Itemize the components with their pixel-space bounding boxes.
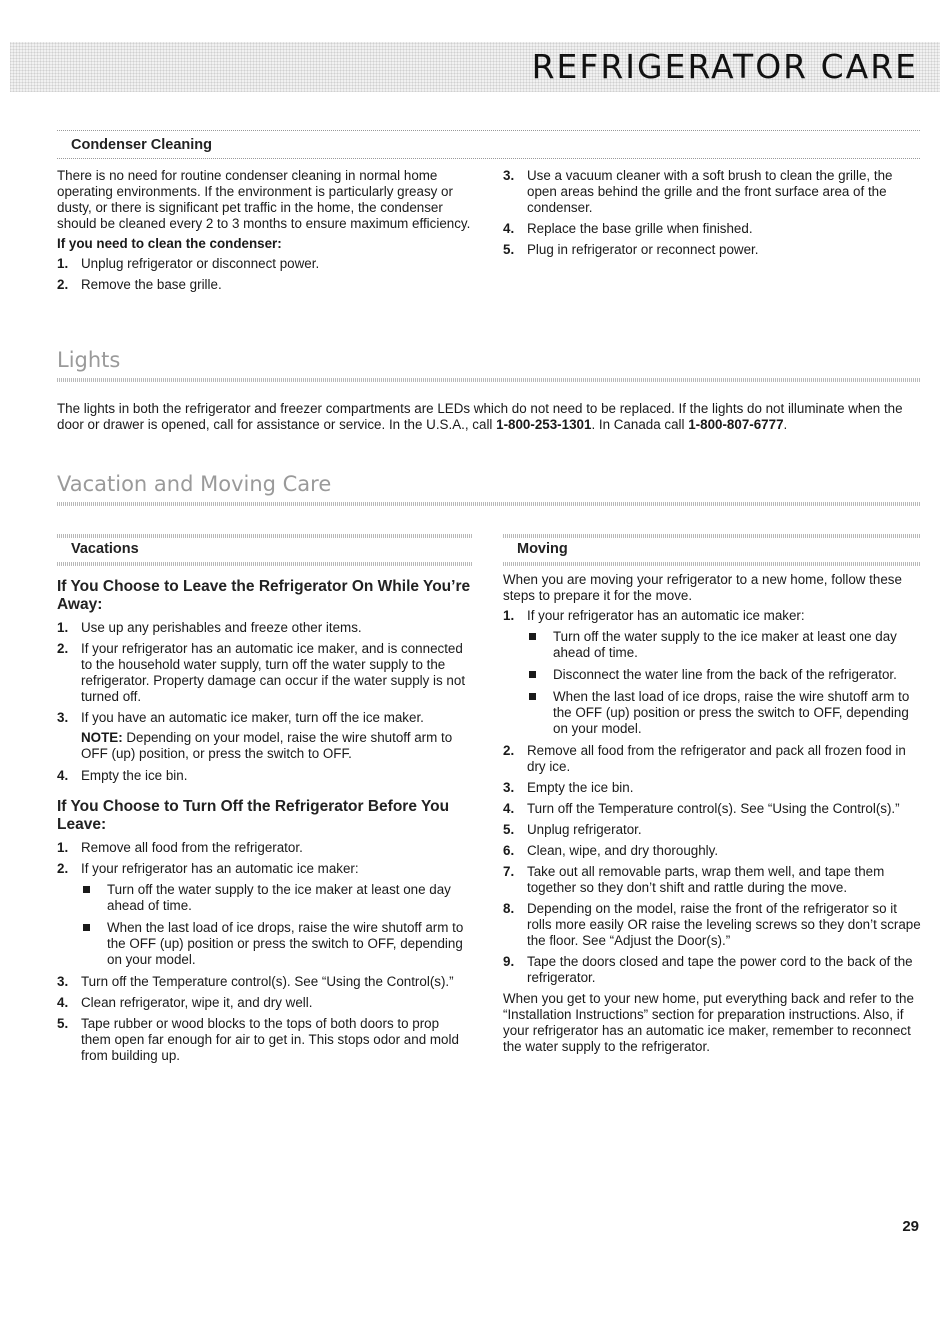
- list-item: 6. Clean, wipe, and dry thoroughly.: [503, 843, 719, 858]
- bullet-square-icon: [83, 886, 90, 893]
- condenser-right-column: [503, 168, 921, 263]
- bullet-square-icon: [529, 671, 536, 678]
- bullet-square-icon: [529, 633, 536, 640]
- list-item: 2. Remove the base grille.: [57, 277, 222, 292]
- vacation-rule: [57, 502, 920, 506]
- bullet-item: Disconnect the water line from the back of the refrigerator.: [503, 667, 921, 683]
- page-number: 29: [902, 1218, 919, 1235]
- list-item: 1. If your refrigerator has an automatic ice maker:: [503, 608, 805, 623]
- condenser-heading: Condenser Cleaning: [71, 137, 212, 153]
- lights-heading: Lights: [57, 348, 121, 372]
- condenser-bottom-rule: [57, 158, 920, 159]
- lights-rule: [57, 378, 920, 382]
- page-banner: [10, 42, 940, 92]
- phone-us: 1-800-253-1301: [496, 417, 592, 432]
- list-item: 5. Tape rubber or wood blocks to the tops of both doors to prop them open far enough for air to get in. This stops odor and mold from building up.: [57, 1016, 459, 1063]
- list-item: 3. Use a vacuum cleaner with a soft brush to clean the grille, the open areas behind the grille and the front surface area of the condenser.: [503, 168, 893, 215]
- moving-top-rule: [503, 534, 921, 538]
- bullet-square-icon: [83, 924, 90, 931]
- list-item: 2. If your refrigerator has an automatic ice maker:: [57, 861, 359, 876]
- bullet-square-icon: [529, 693, 536, 700]
- list-item: 2. Remove all food from the refrigerator and pack all frozen food in dry ice.: [503, 743, 906, 774]
- moving-heading: Moving: [517, 541, 568, 557]
- bullet-item: When the last load of ice drops, raise the wire shutoff arm to the OFF (up) position or press the switch to OFF, depending on your model.: [503, 689, 921, 737]
- list-item: 9. Tape the doors closed and tape the power cord to the back of the refrigerator.: [503, 954, 913, 985]
- list-item: 3. If you have an automatic ice maker, turn off the ice maker.: [57, 710, 424, 725]
- list-item: 4. Clean refrigerator, wipe it, and dry well.: [57, 995, 313, 1010]
- leave-on-heading: If You Choose to Leave the Refrigerator On While You’re Away:: [57, 578, 471, 613]
- phone-canada: 1-800-807-6777: [688, 417, 784, 432]
- condenser-top-rule: [57, 130, 920, 131]
- turn-off-heading: If You Choose to Turn Off the Refrigerator Before You Leave:: [57, 798, 450, 833]
- condenser-left-column: [57, 168, 472, 298]
- list-item: 5. Plug in refrigerator or reconnect power.: [503, 242, 759, 257]
- vacations-heading: Vacations: [71, 541, 139, 557]
- vacation-heading: Vacation and Moving Care: [57, 472, 332, 496]
- vacations-bottom-rule: [57, 562, 472, 566]
- list-item: 1. Use up any perishables and freeze other items.: [57, 620, 362, 635]
- list-item: 4. Turn off the Temperature control(s). See “Using the Control(s).”: [503, 801, 900, 816]
- bullet-item: Turn off the water supply to the ice maker at least one day ahead of time.: [57, 882, 472, 914]
- list-item: 1. Unplug refrigerator or disconnect power.: [57, 256, 320, 271]
- list-item: 8. Depending on the model, raise the front of the refrigerator so it rolls more easily OR raise the leveling screws so they don’t scrape the floor. See “Adjust the Door(s).”: [503, 901, 921, 948]
- list-item: 4. Replace the base grille when finished.: [503, 221, 753, 236]
- moving-bottom-rule: [503, 562, 921, 566]
- vacations-column: [57, 578, 472, 1069]
- list-item: 7. Take out all removable parts, wrap them well, and tape them together so they don’t shift and rattle during the move.: [503, 864, 885, 895]
- list-item: 5. Unplug refrigerator.: [503, 822, 642, 837]
- note: NOTE: Depending on your model, raise the wire shutoff arm to OFF (up) position, or press the switch to OFF.: [81, 730, 453, 761]
- condenser-intro: There is no need for routine condenser cleaning in normal home operating environments. If the environment is particularly greasy or dusty, or there is significant pet traffic in the home, the condenser should be cleaned every 2 to 3 months to ensure maximum efficiency.: [57, 168, 471, 231]
- moving-outro: When you get to your new home, put everything back and refer to the “Installation Instructions” section for preparation instructions. Also, if your refrigerator has an automatic ice maker, remember to reconnect the water supply to the refrigerator.: [503, 991, 914, 1054]
- moving-intro: When you are moving your refrigerator to a new home, follow these steps to prepare it for the move.: [503, 572, 902, 603]
- page-title: REFRIGERATOR CARE: [531, 47, 918, 86]
- list-item: 3. Empty the ice bin.: [503, 780, 634, 795]
- bullet-item: When the last load of ice drops, raise the wire shutoff arm to the OFF (up) position or press the switch to OFF, depending on your model.: [57, 920, 472, 968]
- bullet-item: Turn off the water supply to the ice maker at least one day ahead of time.: [503, 629, 921, 661]
- list-item: 2. If your refrigerator has an automatic ice maker, and is connected to the household water supply, turn off the water supply to the refrigerator. Property damage can occur if the water supply is not turned off.: [57, 641, 466, 704]
- list-item: 1. Remove all food from the refrigerator.: [57, 840, 303, 855]
- vacations-top-rule: [57, 534, 472, 538]
- list-item: 4. Empty the ice bin.: [57, 768, 188, 783]
- moving-column: [503, 572, 921, 1059]
- condenser-lead: If you need to clean the condenser:: [57, 236, 282, 251]
- lights-text: The lights in both the refrigerator and freezer compartments are LEDs which do not need to be replaced. If the lights do not illuminate when the door or drawer is opened, call for assistance or service. In the U.S.A., call 1-800-253-1301. In Canada call 1-800-807-6777.: [57, 401, 903, 432]
- list-item: 3. Turn off the Temperature control(s). See “Using the Control(s).”: [57, 974, 454, 989]
